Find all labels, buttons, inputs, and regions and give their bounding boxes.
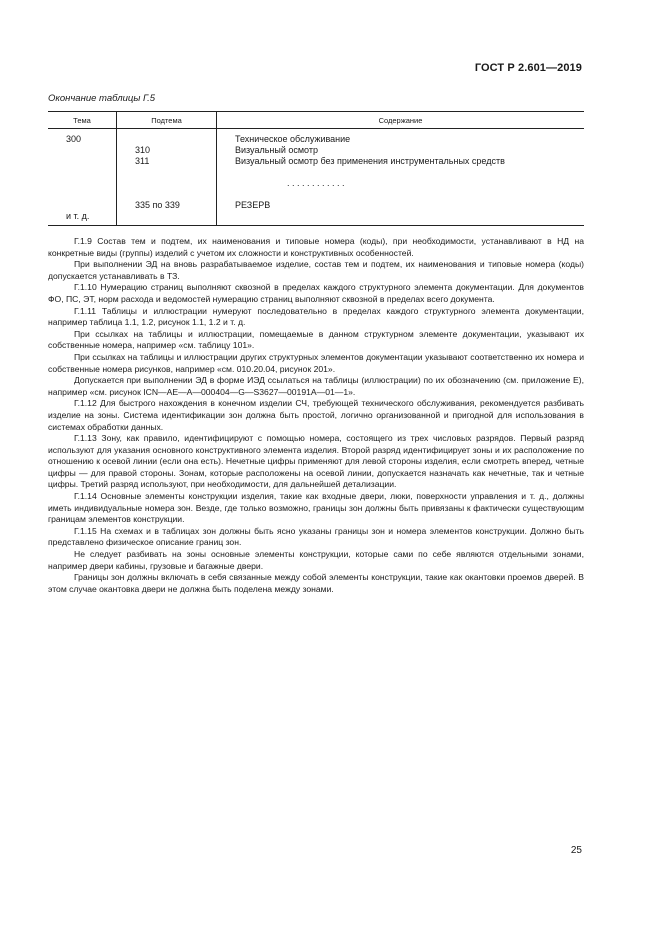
paragraph: При ссылках на таблицы и иллюстрации других структурных элементов документации указывают соответственно их номера и собственные номера рисунков, например «см. 010.20.04, рисунок 201». [48, 351, 584, 374]
paragraph: Г.1.15 На схемах и в таблицах зон должны быть ясно указаны границы зон и номера элементов конструкции. Должно быть представлено физическое описание границ зон. [48, 525, 584, 548]
content-cell [217, 129, 585, 226]
table-header-row [48, 112, 584, 129]
theme-value: и т. д. [66, 211, 90, 221]
content-value: Визуальный осмотр [235, 145, 318, 155]
subtheme-value: 335 по 339 [135, 200, 180, 210]
column-header-theme: Тема [48, 112, 117, 129]
theme-cell [48, 129, 117, 226]
column-header-subtheme: Подтема [117, 112, 217, 129]
theme-value: 300 [66, 134, 82, 144]
paragraph: Допускается при выполнении ЭД в форме ИЭД ссылаться на таблицы (иллюстрации) по их обозначению (см. приложение Е), например «см. рисунок ICN—AE—A—000404—G—S3627—00191A—01—1». [48, 375, 584, 397]
content-value: Техническое обслуживание [235, 134, 351, 144]
content-value: РЕЗЕРВ [235, 200, 271, 210]
content-value: Визуальный осмотр без применения инструментальных средств [235, 156, 505, 166]
paragraph: Г.1.9 Состав тем и подтем, их наименования и типовые номера (коды), при необходимости, устанавливают в НД на конкретные виды (группы) изделий с учетом их сложности и конструктивных особенностей. [48, 236, 584, 258]
paragraph: Г.1.10 Нумерацию страниц выполняют сквозной в пределах каждого структурного элемента документации. Для документов ФО, ПС, ЭТ, норм расхода и ведомостей нумерацию страниц выполняют сквозной в пределах всего документа. [48, 282, 584, 304]
ellipsis-row: . . . . . . . . . . . . [287, 178, 345, 188]
paragraph: Не следует разбивать на зоны основные элементы конструкции, которые сами по себе являются отдельными зонами, например двери кабины, грузовые и багажные двери. [48, 549, 584, 571]
table-caption: Окончание таблицы Г.5 [48, 93, 156, 104]
column-header-content: Содержание [217, 112, 585, 129]
paragraph: Г.1.12 Для быстрого нахождения в конечном изделии СЧ, требующей технического обслуживания, рекомендуется разбивать изделие на зоны. Система идентификации зон должна быть простой, логично организованной и пригодной для использования в системах обработки данных. [48, 398, 584, 432]
subtheme-value: 310 [135, 145, 151, 155]
page-number: 25 [570, 845, 582, 856]
subtheme-cell [117, 129, 217, 226]
paragraph: При ссылках на таблицы и иллюстрации, помещаемые в данном структурном элементе документации, указывают их собственные номера, например «см. таблицу 101». [48, 328, 584, 351]
standard-code: ГОСТ Р 2.601—2019 [474, 62, 582, 74]
table-body-row [48, 129, 584, 226]
paragraph: Г.1.13 Зону, как правило, идентифицируют с помощью номера, состоящего из трех числовых разрядов. Первый разряд используют для указания основного конструктивного элемента изделия. Второй разряд идентифицирует зоны и их расположение по отношению к осевой линии (если она есть). Нечетные цифры применяют для левой стороны изделия, если смотреть вперед, четные цифры — для правой стороны. Зонам, которые расположены на осевой линии, допускается назначать как нечетные, так и четные цифры. Третий разряд используют, при необходимости, для дальнейшей детализации. [48, 433, 584, 490]
subtheme-value: 311 [135, 156, 150, 166]
paragraph: Границы зон должны включать в себя связанные между собой элементы конструкции, такие как окантовки проемов дверей. В этом случае окантовка двери не должна быть поделена между зонами. [48, 572, 584, 594]
paragraph: Г.1.14 Основные элементы конструкции изделия, такие как входные двери, люки, поверхности управления и т. д., должны иметь индивидуальные номера зон. Везде, где только возможно, границы зон должны быть привязаны к фактически существующим границам элементов конструкции. [48, 491, 584, 525]
paragraph: При выполнении ЭД на вновь разрабатываемое изделие, состав тем и подтем, их наименования и типовые номера (коды) допускается устанавливать в ТЗ. [48, 259, 584, 281]
topics-table [48, 111, 584, 226]
paragraph: Г.1.11 Таблицы и иллюстрации нумеруют последовательно в пределах каждого структурного элемента документации, например таблица 1.1, 1.2, рисунок 1.1, 1.2 и т. д. [48, 305, 584, 328]
body-text [48, 236, 584, 595]
